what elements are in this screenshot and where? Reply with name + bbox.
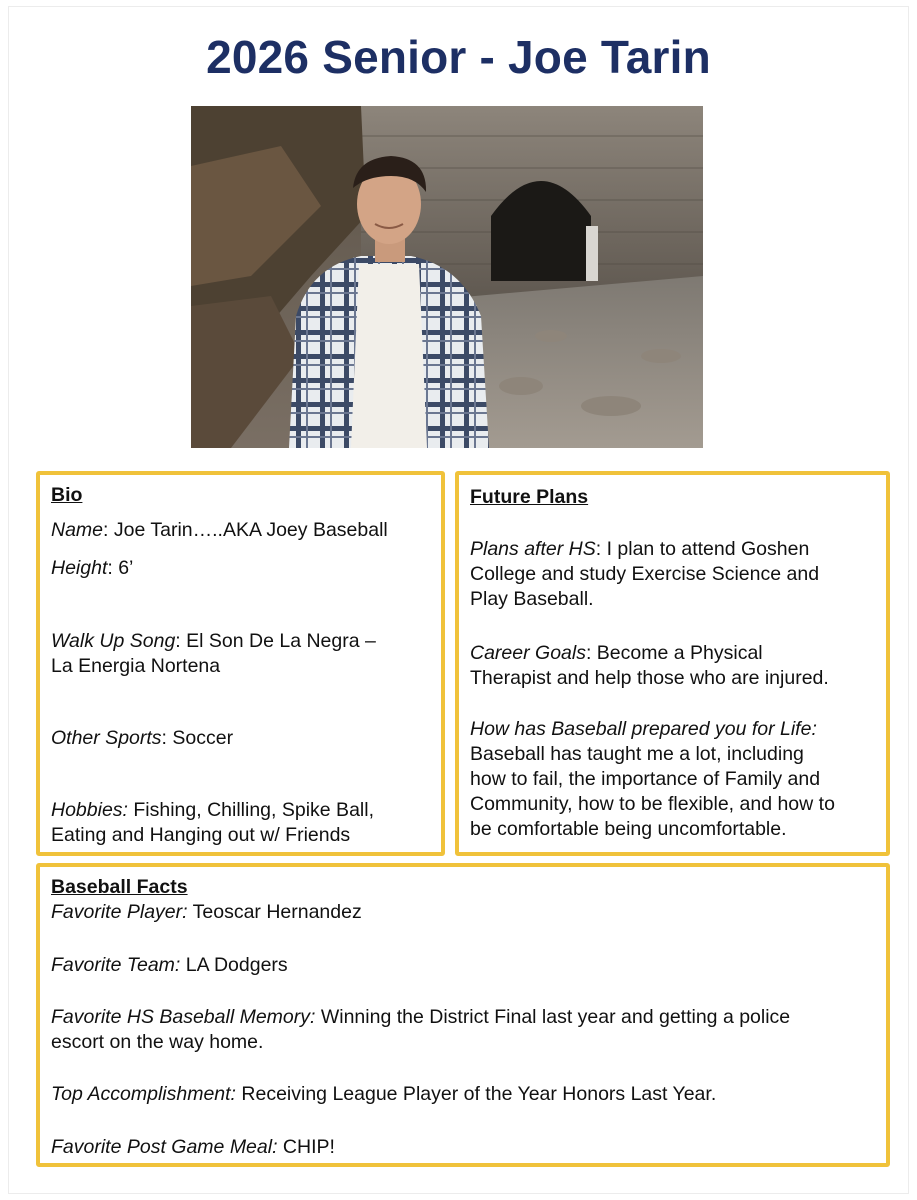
favorite-player (51, 900, 878, 925)
sports-value: : Soccer (161, 727, 234, 749)
player-label: Favorite Player: (51, 901, 188, 923)
bio-height (51, 556, 433, 581)
meal-value: CHIP! (277, 1136, 335, 1158)
bio-walk-up-song (51, 629, 433, 679)
height-value: : 6’ (107, 557, 134, 579)
name-value: : Joe Tarin…..AKA Joey Baseball (103, 519, 388, 541)
sports-label: Other Sports (51, 727, 162, 749)
player-value: Teoscar Hernandez (187, 901, 362, 923)
plans-label: Plans after HS (470, 538, 596, 560)
life-value-1: Baseball has taught me a lot, including (470, 743, 804, 765)
life-value-2: how to fail, the importance of Family and (470, 768, 821, 790)
future-plans-section (455, 471, 890, 856)
photo-scene (191, 106, 703, 448)
accomplishment-value: Receiving League Player of the Year Honors Last Year. (235, 1083, 717, 1105)
life-value-3: Community, how to be flexible, and how to (470, 793, 835, 815)
plans-value: : I plan to attend Goshen (595, 538, 810, 560)
baseball-prepared-for-life (470, 717, 878, 842)
bio-name (51, 518, 433, 543)
song-value-cont: La Energia Nortena (51, 655, 221, 677)
life-label: How has Baseball prepared you for Life: (470, 718, 817, 740)
senior-portrait-photo (191, 106, 703, 448)
favorite-team (51, 953, 878, 978)
hobbies-label: Hobbies: (51, 799, 128, 821)
baseball-facts-section (36, 863, 890, 1167)
plans-value-3: Play Baseball. (470, 588, 594, 610)
favorite-post-game-meal (51, 1135, 878, 1160)
meal-label: Favorite Post Game Meal: (51, 1136, 278, 1158)
hobbies-value: Fishing, Chilling, Spike Ball, (127, 799, 374, 821)
memory-label: Favorite HS Baseball Memory: (51, 1006, 316, 1028)
plans-value-2: College and study Exercise Science and (470, 563, 820, 585)
facts-heading: Baseball Facts (51, 876, 188, 898)
life-value-4: be comfortable being uncomfortable. (470, 818, 787, 840)
song-value: : El Son De La Negra – (175, 630, 376, 652)
bio-section (36, 471, 445, 856)
team-value: LA Dodgers (180, 954, 288, 976)
team-label: Favorite Team: (51, 954, 181, 976)
accomplishment-label: Top Accomplishment: (51, 1083, 236, 1105)
career-goals (470, 641, 878, 691)
bio-other-sports (51, 726, 433, 751)
memory-value: Winning the District Final last year and getting a police (315, 1006, 791, 1028)
name-label: Name (51, 519, 104, 541)
memory-value-2: escort on the way home. (51, 1031, 264, 1053)
page-title: 2026 Senior - Joe Tarin (206, 31, 711, 83)
bio-hobbies (51, 798, 433, 848)
favorite-hs-memory (51, 1005, 878, 1055)
future-heading: Future Plans (470, 486, 589, 508)
career-value: : Become a Physical (585, 642, 763, 664)
plans-after-hs (470, 537, 878, 612)
height-label: Height (51, 557, 108, 579)
top-accomplishment (51, 1082, 878, 1107)
career-value-2: Therapist and help those who are injured. (470, 667, 829, 689)
career-label: Career Goals (470, 642, 586, 664)
bio-heading: Bio (51, 484, 83, 506)
song-label: Walk Up Song (51, 630, 176, 652)
hobbies-value-cont: Eating and Hanging out w/ Friends (51, 824, 351, 846)
